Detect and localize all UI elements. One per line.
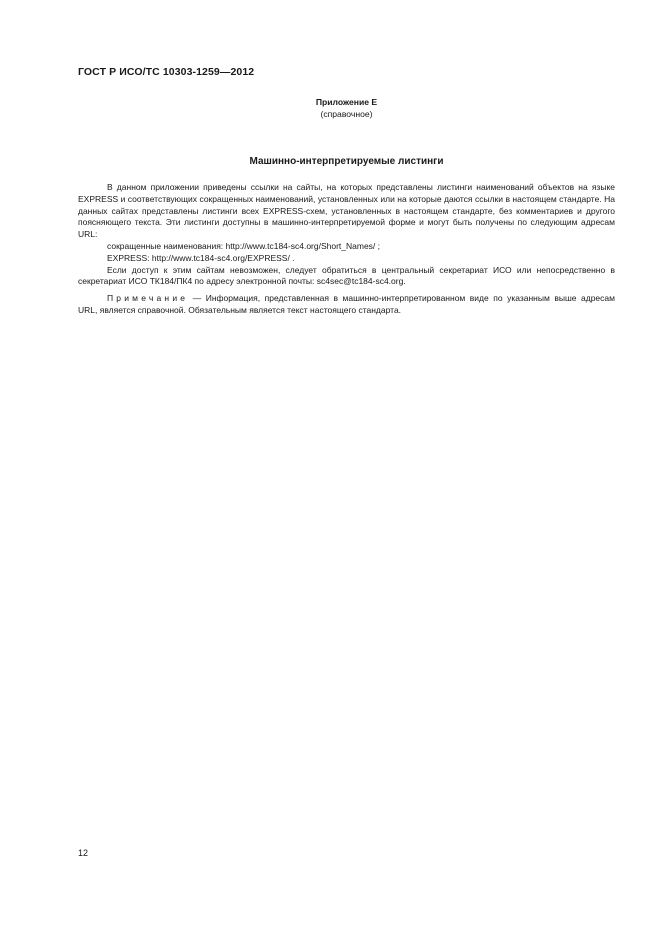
body-text <box>78 182 615 317</box>
paragraph-contact: Если доступ к этим сайтам невозможен, следует обратиться в центральный секретариат ИСО или непосредственно в секретариат ИСО ТК184/ПК4 по адресу электронной почты: sc4sec@tc184-sc4.org. <box>78 264 615 287</box>
appendix-title: Приложение Е <box>315 97 378 107</box>
url-express: EXPRESS: http://www.tc184-sc4.org/EXPRESS/ . <box>107 252 295 263</box>
note-label: Примечание <box>107 293 189 304</box>
url-short-names: сокращенные наименования: http://www.tc184-sc4.org/Short_Names/ ; <box>107 240 381 251</box>
note <box>78 293 615 317</box>
note-text: — Информация, представленная в машинно-интерпретированном виде по указанным выше адресам URL, является справочной. Обязательным является текст настоящего стандарта. <box>78 293 615 315</box>
section-title: Машинно-интерпретируемые листинги <box>249 156 444 167</box>
document-header: ГОСТ Р ИСО/ТС 10303-1259—2012 <box>78 66 255 78</box>
page-number: 12 <box>78 848 89 858</box>
paragraph-intro: В данном приложении приведены ссылки на сайты, на которых представлены листинги наименований объектов на языке EXPRESS и соответствующих сокращенных наименований, установленных или на которые даются ссылки в настоящем стандарте. На данных сайтах представлены листинги всех EXPRESS-схем, установленных в настоящем стандарте, без комментариев и другого поясняющего текста. Эти листинги доступны в машинно-интерпретируемой форме и могут быть получены по следующим адресам URL: <box>78 182 615 240</box>
appendix-heading <box>78 96 615 120</box>
appendix-subtitle: (справочное) <box>320 109 373 119</box>
